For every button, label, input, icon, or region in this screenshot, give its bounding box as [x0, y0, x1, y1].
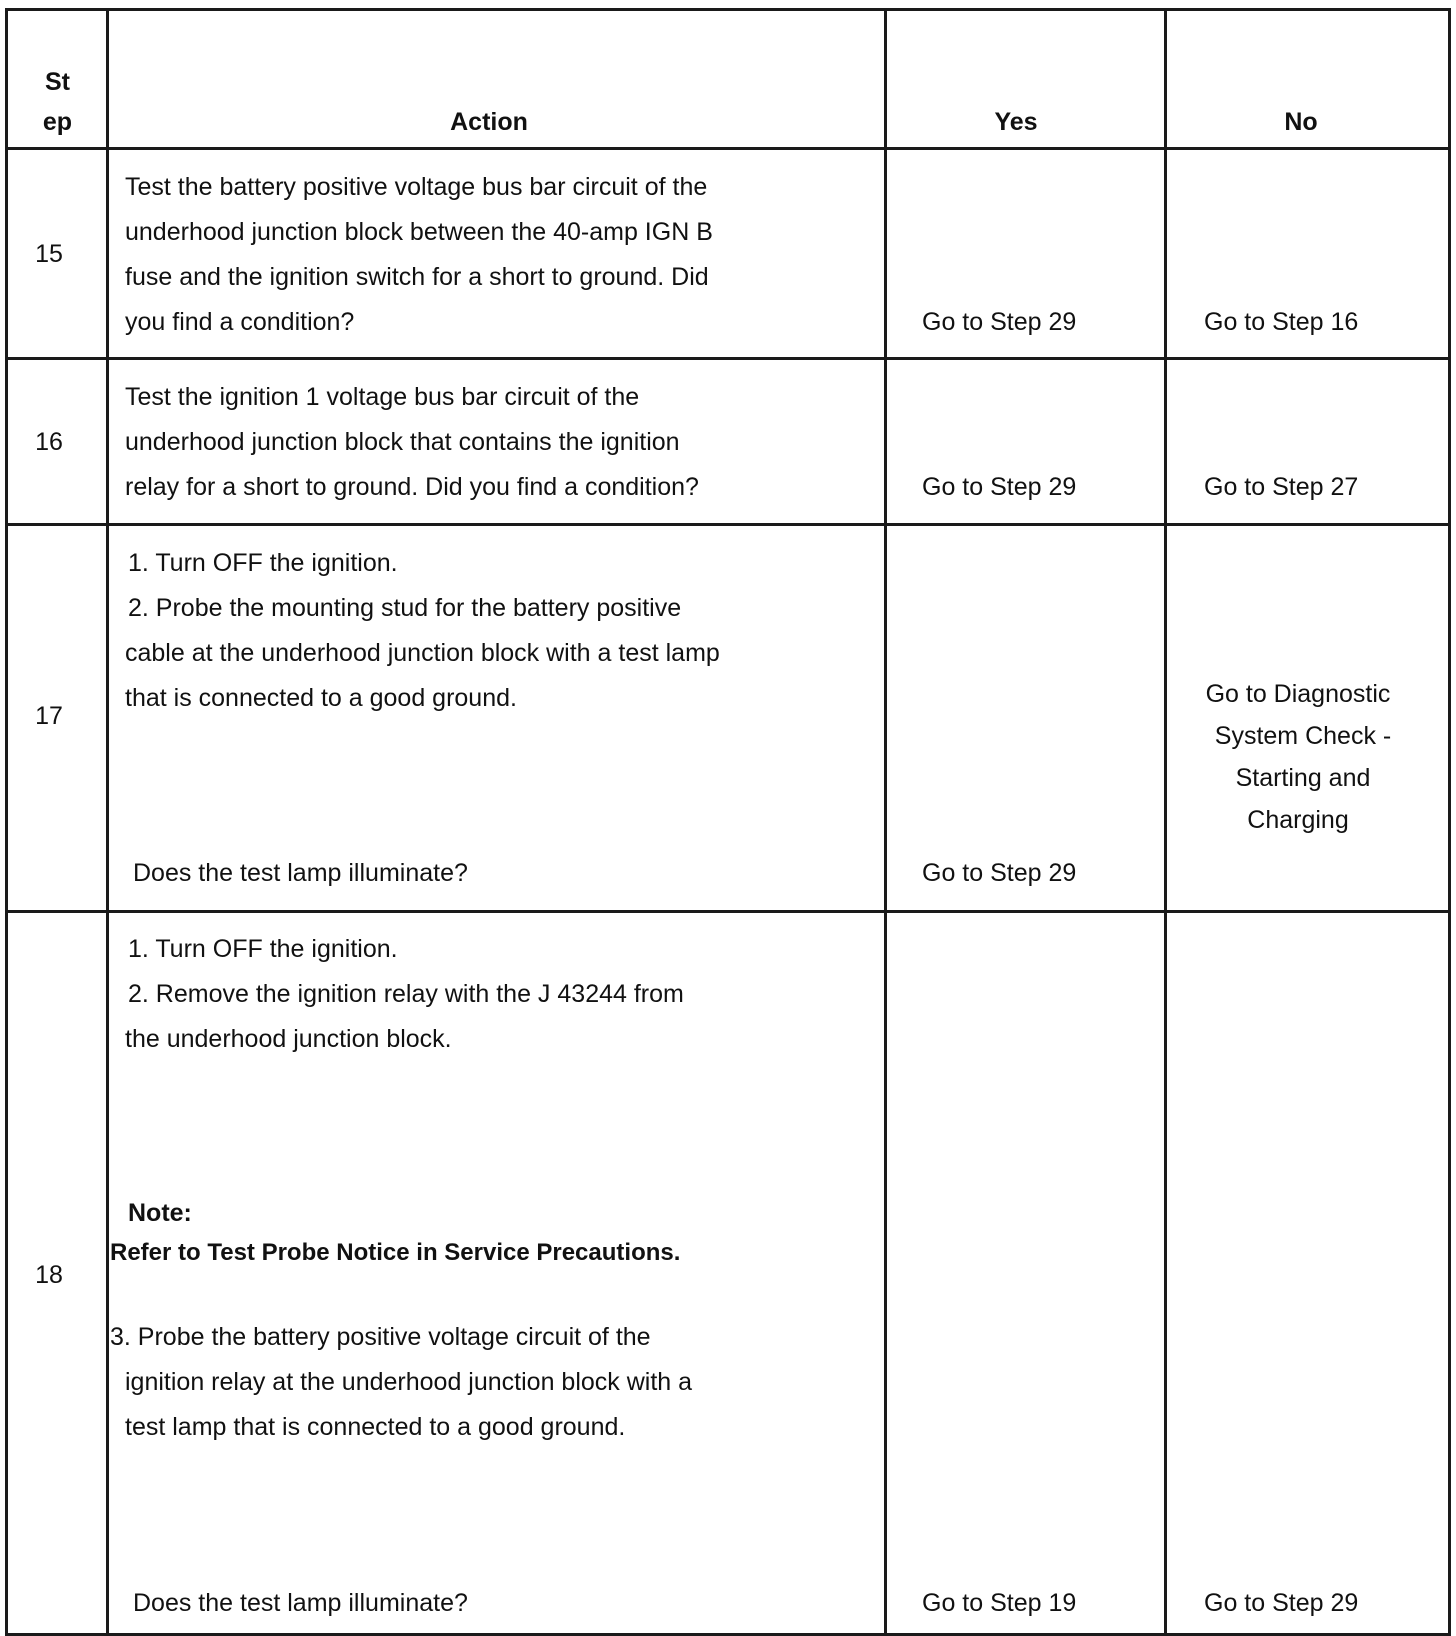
- step-number: 17: [35, 702, 63, 730]
- no-result: System Check -: [1214, 722, 1392, 750]
- header-action: Action: [450, 108, 528, 136]
- table-border-right: [1448, 8, 1451, 1636]
- action-line: 2. Remove the ignition relay with the J 43244 from: [128, 980, 684, 1008]
- action-line: Test the battery positive voltage bus bar circuit of the: [125, 173, 708, 201]
- action-line: the underhood junction block.: [125, 1025, 452, 1053]
- column-divider: [884, 8, 887, 1636]
- action-line: cable at the underhood junction block with a test lamp: [125, 639, 720, 667]
- step-number: 15: [35, 240, 63, 268]
- action-question: Does the test lamp illuminate?: [133, 859, 468, 887]
- no-result: Go to Diagnostic: [1205, 680, 1391, 708]
- table-border-left: [5, 8, 8, 1636]
- step-number: 18: [35, 1261, 63, 1289]
- note-title: Note:: [128, 1199, 192, 1227]
- no-result: Starting and: [1235, 764, 1371, 792]
- action-line: 3. Probe the battery positive voltage circuit of the: [110, 1323, 651, 1351]
- note-text: Refer to Test Probe Notice in Service Precautions.: [110, 1239, 681, 1266]
- no-result: Charging: [1247, 806, 1349, 834]
- action-line: 2. Probe the mounting stud for the battery positive: [128, 594, 682, 622]
- action-line: fuse and the ignition switch for a short to ground. Did: [125, 263, 709, 291]
- action-line: underhood junction block between the 40-amp IGN B: [125, 218, 713, 246]
- action-question: Does the test lamp illuminate?: [133, 1589, 468, 1617]
- yes-result: Go to Step 29: [922, 473, 1077, 501]
- no-result: Go to Step 29: [1204, 1589, 1359, 1617]
- step-number: 16: [35, 428, 63, 456]
- table-divider: [5, 357, 1451, 360]
- yes-result: Go to Step 19: [922, 1589, 1077, 1617]
- header-step: St ep: [42, 68, 73, 136]
- header-yes: Yes: [994, 108, 1038, 136]
- action-line: 1. Turn OFF the ignition.: [128, 549, 398, 577]
- table-divider: [5, 910, 1451, 913]
- action-line: ignition relay at the underhood junction block with a: [125, 1368, 693, 1396]
- action-line: that is connected to a good ground.: [125, 684, 517, 712]
- yes-result: Go to Step 29: [922, 308, 1077, 336]
- yes-result: Go to Step 29: [922, 859, 1077, 887]
- action-line: you find a condition?: [125, 308, 355, 336]
- table-divider: [5, 523, 1451, 526]
- action-line: test lamp that is connected to a good ground.: [125, 1413, 626, 1441]
- no-result: Go to Step 16: [1204, 308, 1359, 336]
- table-border-top: [5, 8, 1451, 11]
- header-no: No: [1284, 108, 1318, 136]
- no-result: Go to Step 27: [1204, 473, 1359, 501]
- action-line: Test the ignition 1 voltage bus bar circuit of the: [125, 383, 640, 411]
- action-line: underhood junction block that contains the ignition: [125, 428, 680, 456]
- column-divider: [106, 8, 109, 1636]
- table-divider: [5, 147, 1451, 150]
- action-line: relay for a short to ground. Did you find a condition?: [125, 473, 699, 501]
- action-line: 1. Turn OFF the ignition.: [128, 935, 398, 963]
